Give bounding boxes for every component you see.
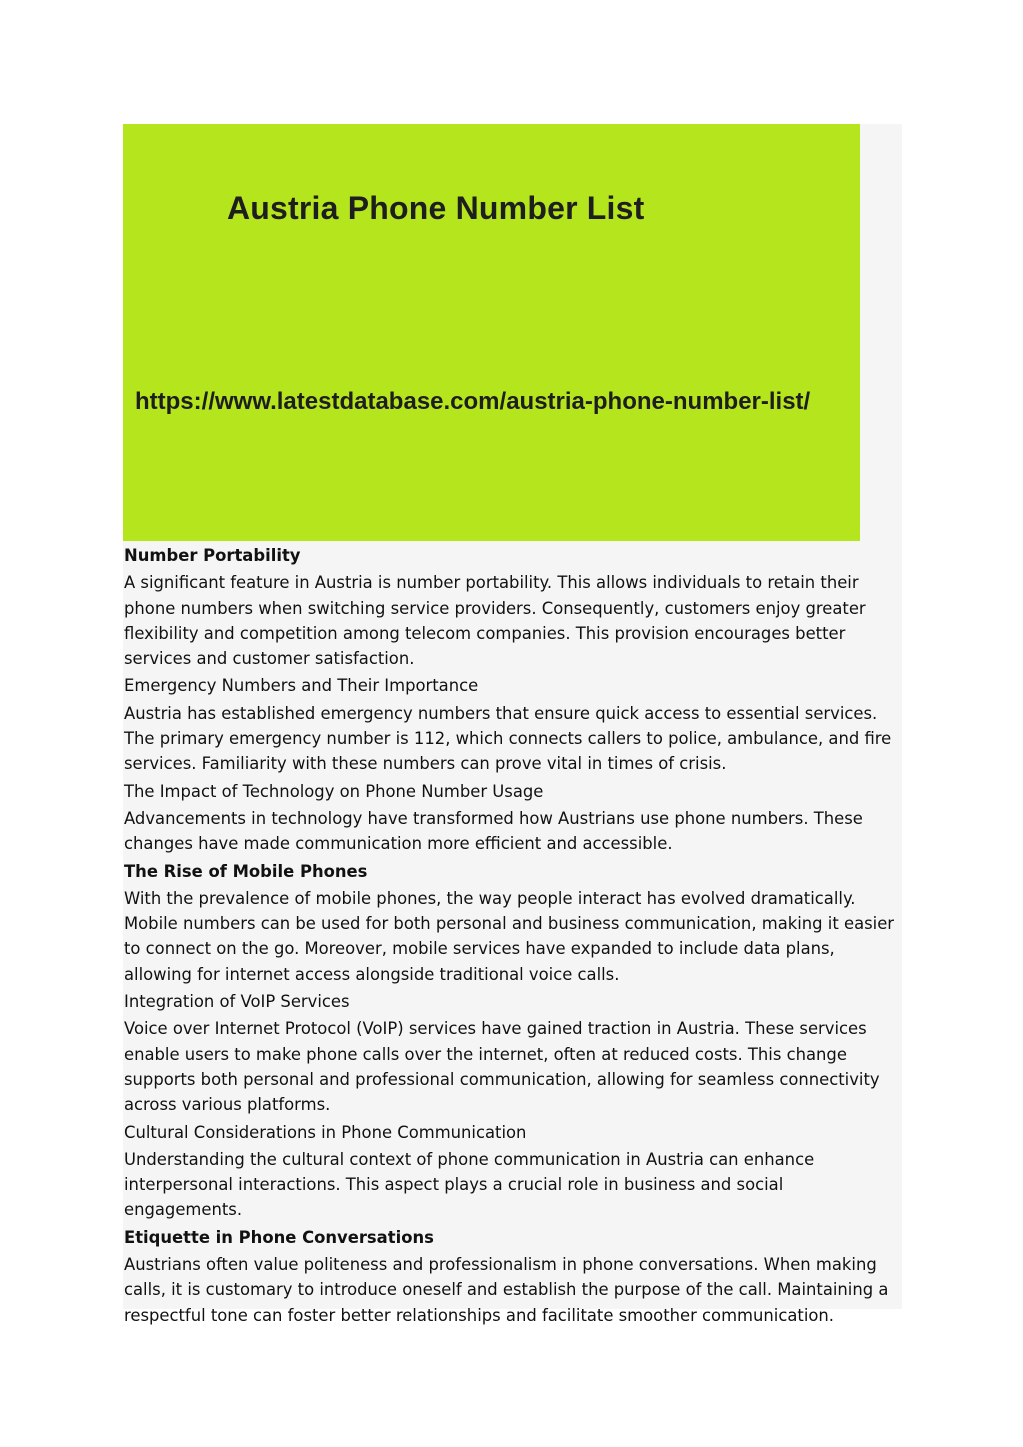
section-heading: Emergency Numbers and Their Importance bbox=[124, 676, 479, 696]
section-paragraph: With the prevalence of mobile phones, the way people interact has evolved dramatically. Mobile numbers can be used for both personal and business communication, making it easier to connect on the go. Moreover, mobile services have expanded to include data plans, allowing for internet access alongside traditional voice calls. bbox=[124, 888, 895, 984]
section-paragraph: Austrians often value politeness and professionalism in phone conversations. When making calls, it is customary to introduce oneself and establish the purpose of the call. Maintaining a respectful tone can foster better relationships and facilitate smoother communication. bbox=[124, 1255, 889, 1325]
section-paragraph: Austria has established emergency numbers that ensure quick access to essential services. The primary emergency number is 112, which connects callers to police, ambulance, and fire services. Familiarity with these numbers can prove vital in times of crisis. bbox=[124, 703, 892, 774]
section-paragraph: Understanding the cultural context of phone communication in Austria can enhance interpersonal interactions. This aspect plays a crucial role in business and social engagements. bbox=[124, 1149, 815, 1220]
banner-url: https://www.latestdatabase.com/austria-phone-number-list/ bbox=[135, 388, 811, 415]
section-paragraph: A significant feature in Austria is number portability. This allows individuals to retain their phone numbers when switching service providers. Consequently, customers enjoy greater flexibility and competition among telecom companies. This provision encourages better services and customer satisfaction. bbox=[124, 573, 866, 669]
section-paragraph: Advancements in technology have transformed how Austrians use phone numbers. These changes have made communication more efficient and accessible. bbox=[124, 808, 863, 854]
section-heading: The Rise of Mobile Phones bbox=[124, 861, 368, 881]
section-heading: Etiquette in Phone Conversations bbox=[124, 1227, 434, 1247]
banner-title: Austria Phone Number List bbox=[227, 190, 645, 226]
section-heading: Integration of VoIP Services bbox=[124, 992, 350, 1012]
section-paragraph: Voice over Internet Protocol (VoIP) services have gained traction in Austria. These services enable users to make phone calls over the internet, often at reduced costs. This change supports both personal and professional communication, allowing for seamless connectivity across various platforms. bbox=[124, 1019, 880, 1115]
banner-image bbox=[123, 124, 860, 541]
section-heading: Number Portability bbox=[124, 546, 301, 565]
section-heading: Cultural Considerations in Phone Communication bbox=[124, 1122, 527, 1142]
section-heading: The Impact of Technology on Phone Number Usage bbox=[124, 781, 544, 801]
article-block bbox=[123, 124, 902, 1325]
article-content bbox=[124, 543, 902, 1330]
